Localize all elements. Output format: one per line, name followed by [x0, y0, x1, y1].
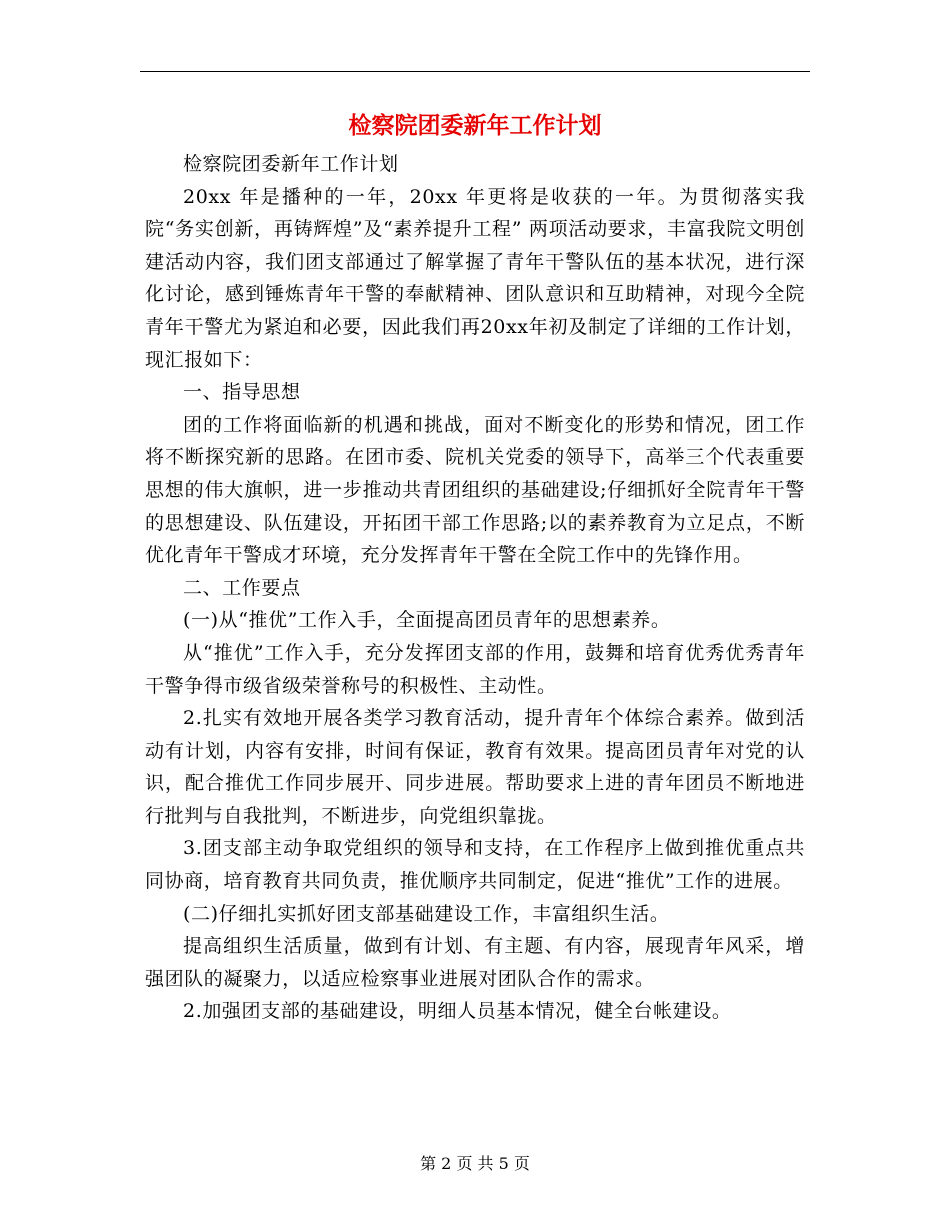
- document-body: [145, 148, 805, 1028]
- paragraph-org-life: 提高组织生活质量，做到有计划、有主题、有内容，展现青年风采，增强团队的凝聚力，以适应检察事业进展对团队合作的需求。: [145, 935, 805, 990]
- paragraph-point-3: 3.团支部主动争取党组织的领导和支持，在工作程序上做到推优重点共同协商，培育教育共同负责，推优顺序共同制定，促进“推优”工作的进展。: [145, 837, 805, 893]
- subsection-heading-2: (二)仔细扎实抓好团支部基础建设工作，丰富组织生活。: [183, 902, 670, 925]
- subsection-heading-1: (一)从“推优”工作入手，全面提高团员青年的思想素养。: [183, 609, 671, 632]
- paragraph-point-2: 2.扎实有效地开展各类学习教育活动，提升青年个体综合素养。做到活动有计划，内容有安排，时间有保证，教育有效果。提高团员青年对党的认识，配合推优工作同步展开、同步进展。帮助要求上进的青年团员不断地进行批判与自我批判，不断进步，向党组织靠拢。: [145, 707, 805, 827]
- paragraph-guiding-thought: 团的工作将面临新的机遇和挑战，面对不断变化的形势和情况，团工作将不断探究新的思路。在团市委、院机关党委的领导下，高举三个代表重要思想的伟大旗帜，进一步推动共青团组织的基础建设;仔细抓好全院青年干警的思想建设、队伍建设，开拓团干部工作思路;以的素养教育为立足点，不断优化青年干警成才环境，充分发挥青年干警在全院工作中的先锋作用。: [145, 413, 805, 567]
- paragraph-point-1: 从“推优”工作入手，充分发挥团支部的作用，鼓舞和培育优秀优秀青年干警争得市级省级荣誉称号的积极性、主动性。: [145, 641, 805, 697]
- paragraph-intro: 20xx 年是播种的一年，20xx 年更将是收获的一年。为贯彻落实我院“务实创新，再铸辉煌”及“素养提升工程” 两项活动要求，丰富我院文明创建活动内容，我们团支部通过了解掌握了青年干警队伍的基本状况，进行深化讨论，感到锤炼青年干警的奉献精神、团队意识和互助精神，对现今全院青年干警尤为紧迫和必要，因此我们再20xx年初及制定了详细的工作计划，现汇报如下：: [145, 185, 805, 371]
- section-heading-guiding-thought: 一、指导思想: [183, 381, 301, 404]
- paragraph-basic-construction: 2.加强团支部的基础建设，明细人员基本情况，健全台帐建设。: [183, 1000, 732, 1023]
- document-title: 检察院团委新年工作计划: [348, 112, 602, 139]
- page-number: 第 2 页 共 5 页: [420, 1154, 530, 1173]
- section-heading-work-points: 二、工作要点: [183, 576, 301, 599]
- header-rule: [140, 71, 810, 72]
- paragraph-heading-repeat: 检察院团委新年工作计划: [183, 153, 399, 175]
